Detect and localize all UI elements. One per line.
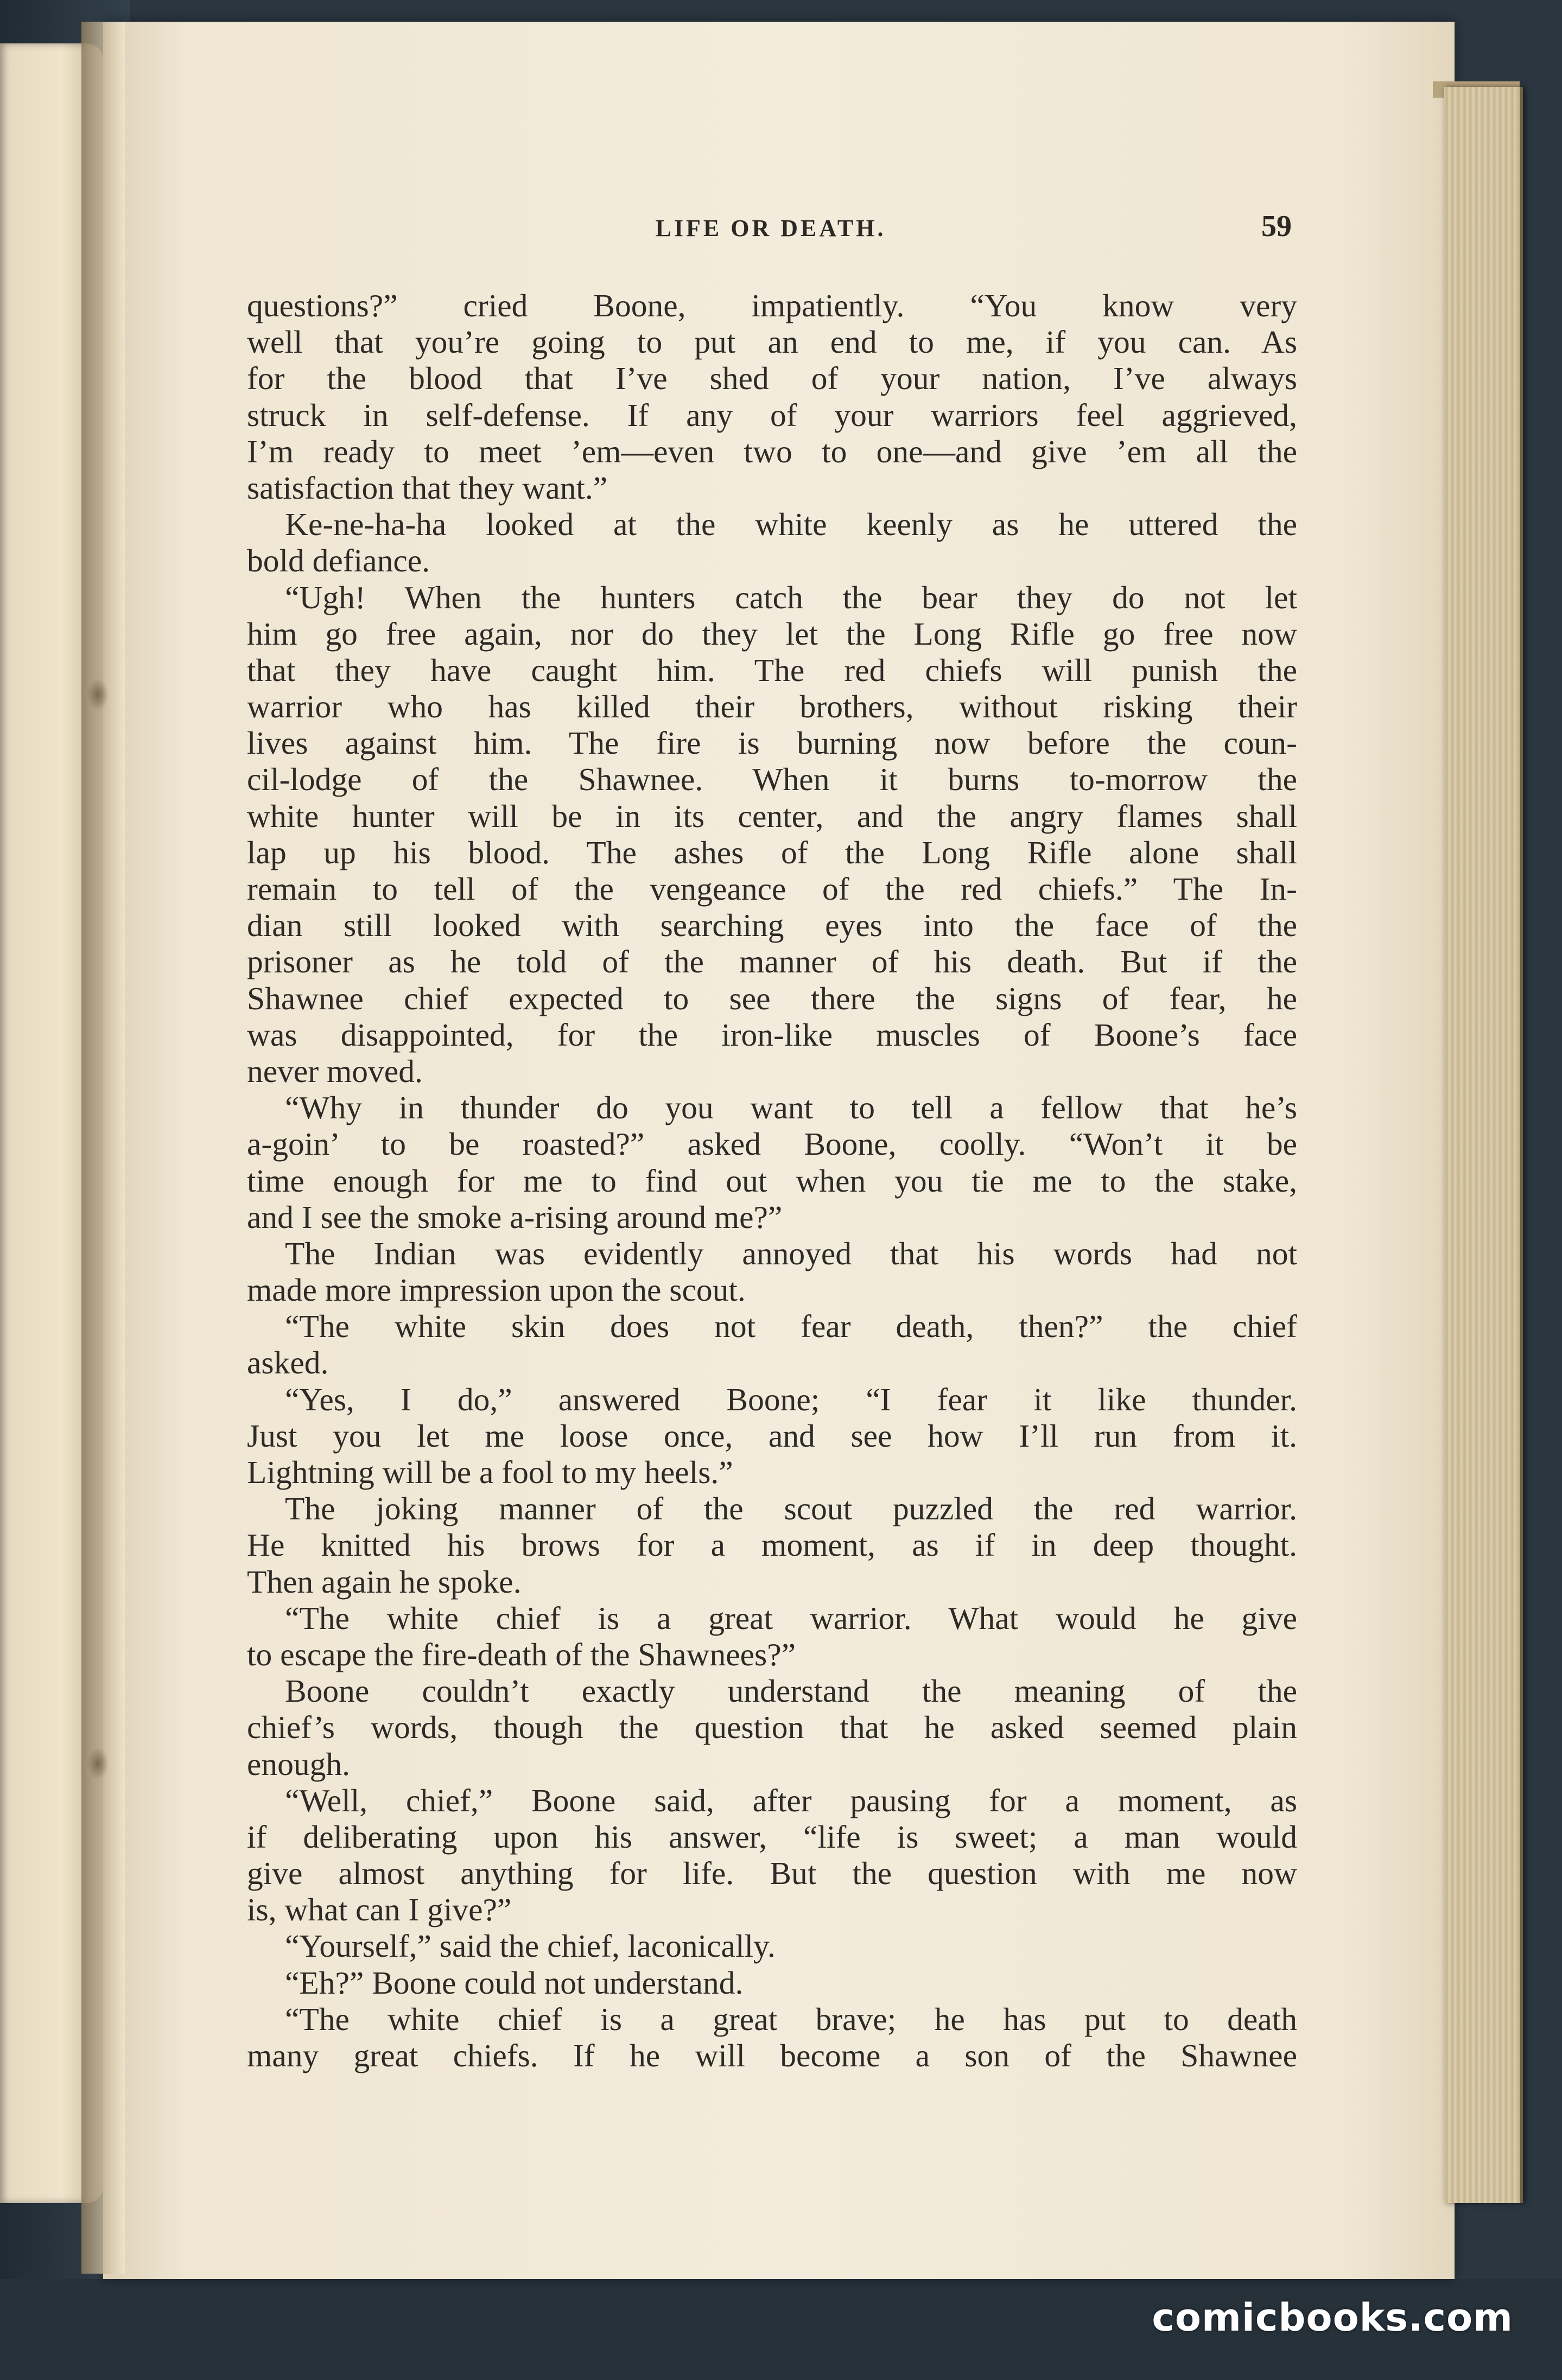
text-line: well that you’re going to put an end to me, if you can. As <box>247 324 1297 360</box>
text-line: bold defiance. <box>247 543 430 579</box>
text-line: “The white skin does not fear death, then?” the chief <box>285 1308 1297 1345</box>
text-line: enough. <box>247 1746 351 1782</box>
binding-stitch <box>87 678 109 711</box>
text-line: struck in self-defense. If any of your warriors feel aggrieved, <box>247 397 1297 433</box>
text-line: “Ugh! When the hunters catch the bear they do not let <box>285 579 1297 615</box>
text-line: “Yes, I do,” answered Boone; “I fear it like thunder. <box>285 1381 1297 1417</box>
binding-stitch <box>87 1747 109 1780</box>
page-number: 59 <box>1261 209 1292 243</box>
page-gutter <box>81 22 125 2274</box>
text-line: lives against him. The fire is burning now before the coun- <box>247 725 1297 761</box>
text-line: to escape the fire-death of the Shawnees?” <box>247 1636 796 1672</box>
text-line: Just you let me loose once, and see how I’ll run from it. <box>247 1417 1297 1454</box>
page-header <box>250 209 1292 252</box>
text-line: lap up his blood. The ashes of the Long Rifle alone shall <box>247 834 1297 870</box>
text-line: time enough for me to find out when you tie me to the stake, <box>247 1162 1297 1199</box>
text-line: remain to tell of the vengeance of the red chiefs.” The In- <box>247 871 1297 907</box>
text-line: asked. <box>247 1345 329 1381</box>
text-line: “Yourself,” said the chief, laconically. <box>285 1928 776 1964</box>
text-line: that they have caught him. The red chiefs will punish the <box>247 652 1297 688</box>
text-line: “Why in thunder do you want to tell a fellow that he’s <box>285 1090 1297 1126</box>
text-line: never moved. <box>247 1053 423 1089</box>
text-line: Ke-ne-ha-ha looked at the white keenly as he uttered the <box>285 506 1297 543</box>
text-line: made more impression upon the scout. <box>247 1272 746 1308</box>
text-line: a-goin’ to be roasted?” asked Boone, coolly. “Won’t it be <box>247 1126 1297 1162</box>
body-text <box>247 288 1297 2074</box>
text-line: The joking manner of the scout puzzled the red warrior. <box>285 1491 1297 1527</box>
text-line: The Indian was evidently annoyed that his words had not <box>285 1235 1297 1271</box>
text-line: him go free again, nor do they let the Long Rifle go free now <box>247 615 1297 652</box>
page-stack-edge <box>1444 87 1523 2203</box>
text-line: questions?” cried Boone, impatiently. “You know very <box>247 288 1297 323</box>
text-line: “The white chief is a great warrior. What would he give <box>285 1600 1297 1636</box>
text-line: chief’s words, though the question that he asked seemed plain <box>247 1709 1297 1746</box>
text-line: and I see the smoke a-rising around me?” <box>247 1199 783 1235</box>
watermark: comicbooks.com <box>1152 2295 1513 2340</box>
text-line: I’m ready to meet ’em—even two to one—and give ’em all the <box>247 433 1297 469</box>
text-line: He knitted his brows for a moment, as if in deep thought. <box>247 1527 1297 1563</box>
text-line: is, what can I give?” <box>247 1892 512 1928</box>
text-line: give almost anything for life. But the question with me now <box>247 1855 1297 1892</box>
text-line: was disappointed, for the iron-like muscles of Boone’s face <box>247 1016 1297 1053</box>
text-line: for the blood that I’ve shed of your nation, I’ve always <box>247 360 1297 397</box>
text-line: satisfaction that they want.” <box>247 469 608 506</box>
text-line: Boone couldn’t exactly understand the meaning of the <box>285 1673 1297 1709</box>
text-line: if deliberating upon his answer, “life is sweet; a man would <box>247 1818 1297 1855</box>
text-line: cil-lodge of the Shawnee. When it burns to-morrow the <box>247 761 1297 798</box>
running-head: LIFE OR DEATH. <box>655 215 886 241</box>
text-line: Lightning will be a fool to my heels.” <box>247 1454 733 1490</box>
text-line: “The white chief is a great brave; he has put to death <box>285 2001 1297 2037</box>
text-line: warrior who has killed their brothers, without risking their <box>247 689 1297 725</box>
text-line: dian still looked with searching eyes into the face of the <box>247 907 1297 944</box>
text-line: many great chiefs. If he will become a son of the Shawnee <box>247 2038 1297 2073</box>
text-line: Shawnee chief expected to see there the signs of fear, he <box>247 980 1297 1016</box>
text-line: Then again he spoke. <box>247 1563 522 1600</box>
text-line: prisoner as he told of the manner of his death. But if the <box>247 944 1297 980</box>
text-line: “Eh?” Boone could not understand. <box>285 1964 744 2001</box>
text-line: white hunter will be in its center, and the angry flames shall <box>247 798 1297 834</box>
text-line: “Well, chief,” Boone said, after pausing for a moment, as <box>285 1782 1297 1818</box>
